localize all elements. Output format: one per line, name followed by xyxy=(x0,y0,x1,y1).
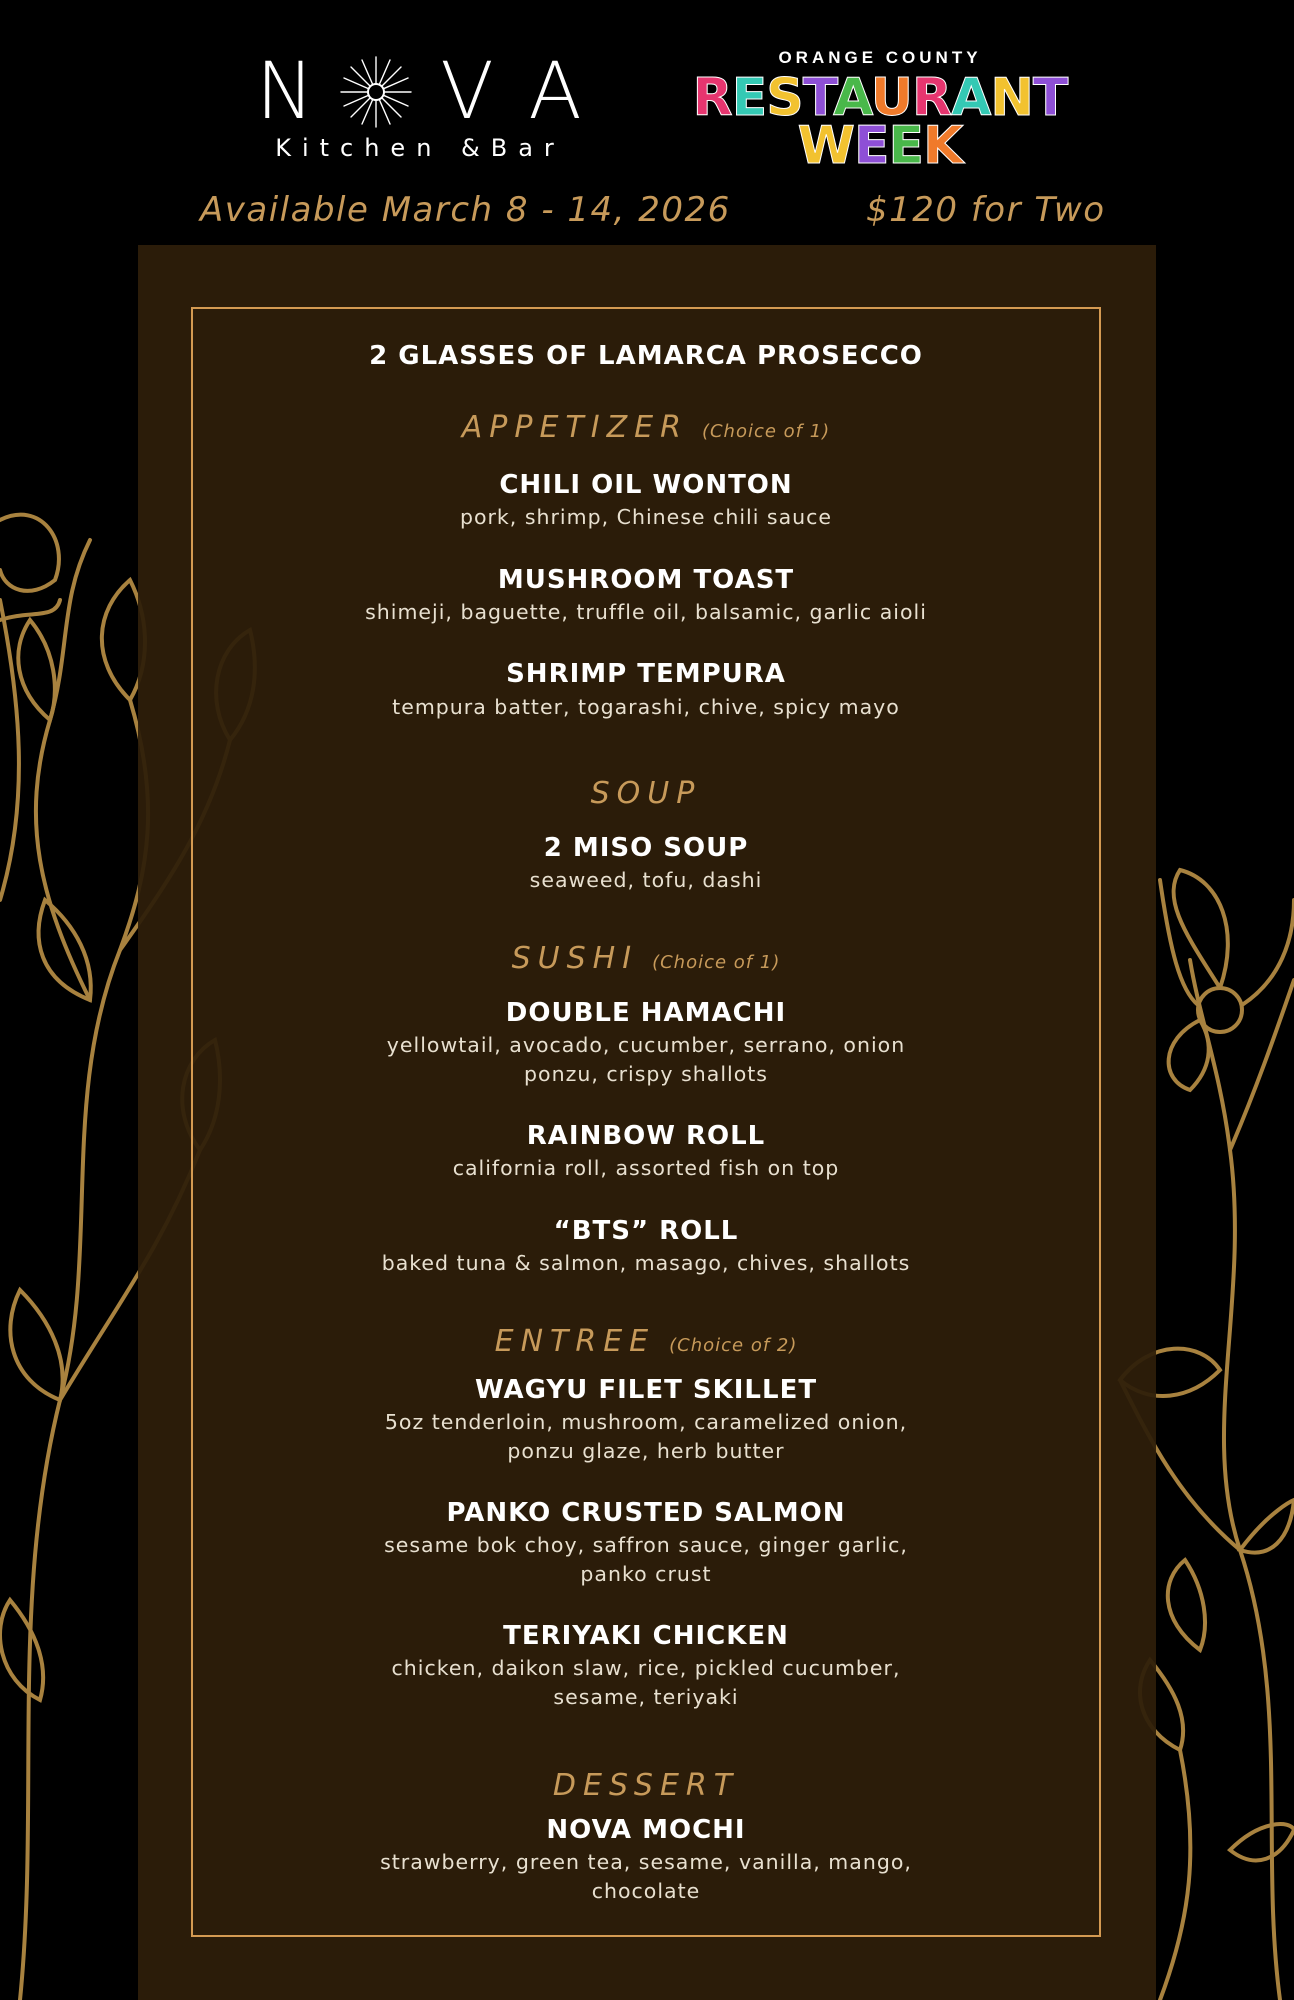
rw-letter: K xyxy=(923,116,963,176)
item-desc: ponzu glaze, herb butter xyxy=(507,1439,785,1463)
section-title-text: ENTREE xyxy=(494,1324,656,1359)
item-desc: panko crust xyxy=(580,1562,712,1586)
item-desc: shimeji, baguette, truffle oil, balsamic, garlic aioli xyxy=(365,600,927,624)
nova-logo xyxy=(250,47,590,162)
item-desc: chicken, daikon slaw, rice, pickled cucumber, xyxy=(391,1656,901,1680)
intro-line: 2 GLASSES OF LAMARCA PROSECCO xyxy=(369,341,923,371)
rw-letter: E xyxy=(854,116,889,176)
nova-tagline: Kitchen &Bar xyxy=(275,134,565,162)
nova-letter-n: N xyxy=(255,47,315,137)
section-title-text: SOUP xyxy=(590,776,702,811)
rw-letter: S xyxy=(766,68,803,128)
rw-week-word xyxy=(675,116,1085,176)
item-name: MUSHROOM TOAST xyxy=(497,565,795,595)
price-label: $120 for Two xyxy=(866,190,1106,230)
menu-content xyxy=(191,307,1101,1937)
section-title-sushi xyxy=(191,941,1101,976)
item-name: PANKO CRUSTED SALMON xyxy=(446,1498,846,1528)
dandelion-burst-icon xyxy=(338,54,414,130)
item-desc: tempura batter, togarashi, chive, spicy mayo xyxy=(392,695,900,719)
section-title-text: APPETIZER xyxy=(461,410,688,445)
section-note: (Choice of 1) xyxy=(701,421,831,442)
rw-letter: T xyxy=(802,68,834,128)
item-desc: 5oz tenderloin, mushroom, caramelized onion, xyxy=(384,1410,908,1434)
item-name: CHILI OIL WONTON xyxy=(499,470,793,500)
item-desc: strawberry, green tea, sesame, vanilla, mango, xyxy=(380,1850,912,1874)
item-desc: baked tuna & salmon, masago, chives, shallots xyxy=(381,1251,911,1275)
availability-dates: Available March 8 - 14, 2026 xyxy=(200,190,731,230)
section-title-entree xyxy=(191,1324,1101,1359)
item-desc: sesame, teriyaki xyxy=(553,1685,739,1709)
rw-week-text xyxy=(798,116,963,176)
item-name: SHRIMP TEMPURA xyxy=(506,659,786,689)
nova-letter-a: A xyxy=(528,47,582,137)
rw-letter: A xyxy=(951,68,991,128)
item-name: DOUBLE HAMACHI xyxy=(505,998,787,1028)
item-name: “BTS” ROLL xyxy=(553,1216,739,1246)
item-name: NOVA MOCHI xyxy=(546,1815,746,1845)
rw-letter: R xyxy=(912,68,952,128)
item-name: 2 MISO SOUP xyxy=(543,833,749,863)
rw-letter: E xyxy=(888,116,924,176)
item-desc: sesame bok choy, saffron sauce, ginger garlic, xyxy=(384,1533,908,1557)
restaurant-week-logo xyxy=(675,48,1085,176)
section-title-soup xyxy=(191,776,1101,811)
rw-county-label: ORANGE COUNTY xyxy=(778,48,982,67)
rw-letter: U xyxy=(870,68,913,128)
rw-letter: A xyxy=(833,68,871,128)
header xyxy=(0,0,1294,245)
section-title-appetizer xyxy=(191,410,1101,445)
rw-letter: R xyxy=(692,68,732,128)
section-title-text: DESSERT xyxy=(552,1768,740,1803)
nova-wordmark xyxy=(250,47,590,137)
section-note: (Choice of 1) xyxy=(652,952,781,973)
item-name: TERIYAKI CHICKEN xyxy=(503,1621,789,1651)
item-desc: ponzu, crispy shallots xyxy=(524,1062,768,1086)
item-name: RAINBOW ROLL xyxy=(526,1121,766,1151)
rw-letter: W xyxy=(797,116,854,176)
section-note: (Choice of 2) xyxy=(669,1335,798,1356)
section-title-text: SUSHI xyxy=(511,941,639,976)
section-title-dessert xyxy=(191,1768,1101,1803)
item-desc: chocolate xyxy=(591,1879,701,1903)
rw-letter: E xyxy=(731,68,767,128)
item-desc: yellowtail, avocado, cucumber, serrano, onion xyxy=(386,1033,906,1057)
rw-letter: T xyxy=(1032,68,1068,128)
item-desc: pork, shrimp, Chinese chili sauce xyxy=(459,505,833,529)
nova-letter-v: V xyxy=(440,47,494,137)
item-desc: california roll, assorted fish on top xyxy=(452,1156,840,1180)
rw-letter: N xyxy=(990,68,1033,128)
item-desc: seaweed, tofu, dashi xyxy=(529,868,763,892)
item-name: WAGYU FILET SKILLET xyxy=(474,1375,818,1405)
